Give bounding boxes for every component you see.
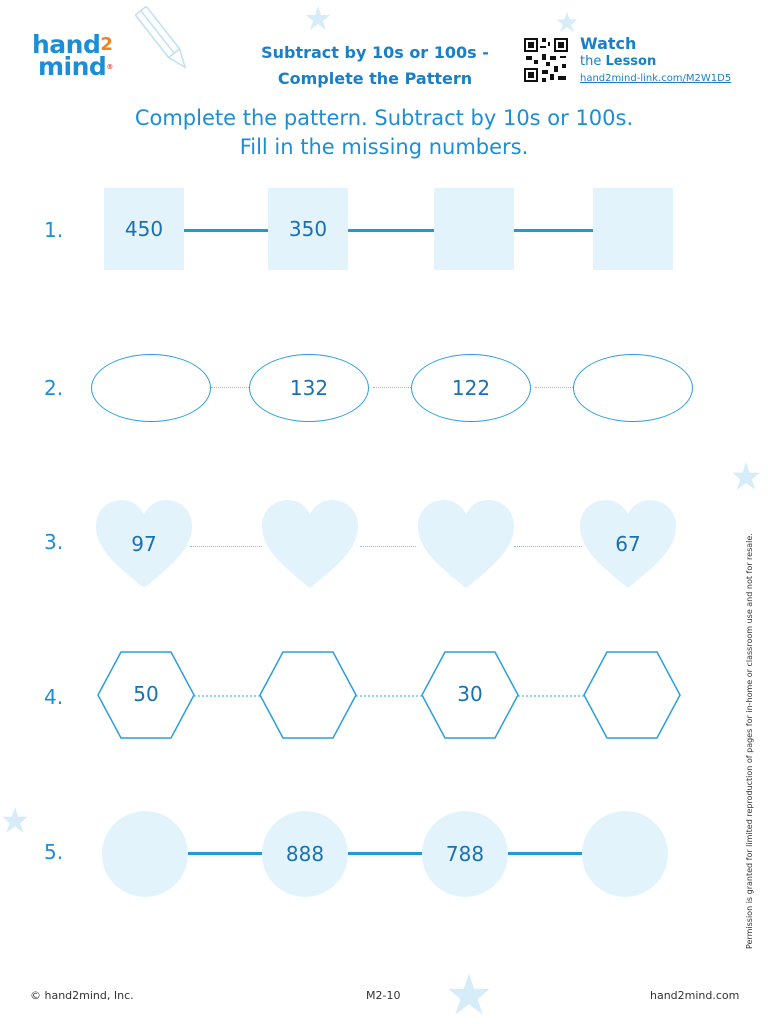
- footer-page-code: M2-10: [366, 989, 401, 1002]
- problem-number: 5.: [44, 840, 64, 864]
- logo-two: 2: [100, 34, 113, 55]
- connector-line: [184, 229, 268, 232]
- lesson-prefix: the: [580, 54, 606, 69]
- heart-value: 67: [615, 532, 641, 556]
- answer-circle[interactable]: [582, 811, 668, 897]
- connector-line: [518, 695, 584, 697]
- qr-code-icon[interactable]: [522, 36, 570, 84]
- connector-line: [348, 229, 434, 232]
- pencil-icon: [135, 0, 195, 80]
- connector-line: [356, 695, 422, 697]
- problem-number: 2.: [44, 376, 64, 400]
- lesson-link[interactable]: hand2mind-link.com/M2W1D5: [580, 73, 732, 84]
- star-icon: [0, 805, 30, 835]
- lesson-word: Lesson: [605, 54, 657, 69]
- connector-line: [514, 546, 582, 547]
- connector-line: [514, 229, 593, 232]
- instruction-line: Complete the pattern. Subtract by 10s or 100s.: [134, 106, 634, 130]
- answer-square[interactable]: [434, 188, 514, 270]
- star-icon: [304, 4, 332, 32]
- connector-line: [508, 852, 584, 855]
- hexagon-value: 50: [133, 682, 159, 706]
- connector-line: [194, 695, 260, 697]
- connector-line: [360, 546, 416, 547]
- instructions: [60, 104, 708, 162]
- worksheet-title: [250, 40, 500, 92]
- problem-number: 4.: [44, 685, 64, 709]
- heart-box: [94, 498, 194, 590]
- hexagon-value: 30: [457, 682, 483, 706]
- connector-line: [348, 852, 424, 855]
- logo-registered-mark: ®: [106, 63, 114, 71]
- answer-heart[interactable]: [416, 498, 516, 590]
- answer-hexagon[interactable]: [583, 651, 681, 739]
- star-icon: [730, 460, 762, 492]
- circle-box: 888: [262, 811, 348, 897]
- problem-number: 1.: [44, 218, 64, 242]
- logo-text: hand: [32, 30, 101, 59]
- heart-box: [578, 498, 678, 590]
- footer-copyright: © hand2mind, Inc.: [30, 989, 134, 1002]
- oval-box: 132: [249, 354, 369, 422]
- title-line: Complete the Pattern: [277, 69, 473, 88]
- star-icon: [445, 970, 493, 1018]
- circle-box: 788: [422, 811, 508, 897]
- logo-text: mind: [38, 52, 107, 81]
- hexagon-box: [421, 651, 519, 739]
- problem-number: 3.: [44, 530, 64, 554]
- watch-label: Watch: [580, 34, 637, 53]
- square-box: 350: [268, 188, 348, 270]
- instruction-line: Fill in the missing numbers.: [239, 135, 529, 159]
- lesson-label: [580, 54, 656, 69]
- connector-line: [535, 387, 573, 388]
- footer-website[interactable]: hand2mind.com: [650, 989, 740, 1002]
- answer-square[interactable]: [593, 188, 673, 270]
- oval-box: 122: [411, 354, 531, 422]
- answer-hexagon[interactable]: [259, 651, 357, 739]
- answer-circle[interactable]: [102, 811, 188, 897]
- star-icon: [555, 10, 579, 34]
- connector-line: [188, 852, 264, 855]
- hexagon-box: [97, 651, 195, 739]
- answer-heart[interactable]: [260, 498, 360, 590]
- answer-oval[interactable]: [573, 354, 693, 422]
- heart-value: 97: [131, 532, 157, 556]
- permission-notice: Permission is granted for limited reproduction of pages for in-home or classroom use and not for resale.: [745, 533, 754, 949]
- connector-line: [190, 546, 262, 547]
- square-box: 450: [104, 188, 184, 270]
- connector-line: [211, 387, 249, 388]
- hand2mind-logo: [32, 30, 132, 81]
- title-line: Subtract by 10s or 100s -: [261, 43, 489, 62]
- answer-oval[interactable]: [91, 354, 211, 422]
- connector-line: [373, 387, 411, 388]
